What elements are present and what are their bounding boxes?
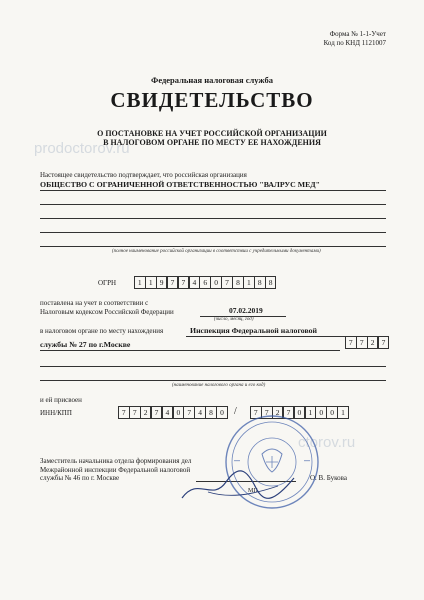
kpp-digit-cell: 1 <box>305 406 317 419</box>
registration-date: 07.02.2019 <box>229 306 263 315</box>
tax-office-label: в налоговом органе по месту нахождения <box>40 327 164 335</box>
kpp-digit-cell: 7 <box>283 406 295 419</box>
kpp-digit-cell: 7 <box>250 406 262 419</box>
org-name-caption: (полное наименование российской организации в соответствии с учредительными документами) <box>112 249 321 254</box>
ogrn-digit-cell: 7 <box>178 276 190 289</box>
inn-cells <box>118 406 227 419</box>
registered-text: поставлена на учет в соответствии с Налоговым кодексом Российской Федерации <box>40 299 174 316</box>
ogrn-digit-cell: 8 <box>265 276 277 289</box>
document-title: СВИДЕТЕЛЬСТВО <box>110 88 314 112</box>
handwritten-signature <box>178 468 298 508</box>
inn-digit-cell: 8 <box>205 406 217 419</box>
ogrn-digit-cell: 1 <box>243 276 255 289</box>
inn-digit-cell: 7 <box>118 406 130 419</box>
ogrn-digit-cell: 1 <box>145 276 157 289</box>
form-number: Форма № 1-1-Учет Код по КНД 1121007 <box>323 30 386 47</box>
ogrn-digit-cell: 7 <box>221 276 233 289</box>
kpp-digit-cell: 0 <box>326 406 338 419</box>
ogrn-digit-cell: 9 <box>156 276 168 289</box>
stamp-place-label: МП <box>248 488 258 494</box>
ogrn-digit-cell: 8 <box>254 276 266 289</box>
signer-name: О. В. Букова <box>310 474 347 482</box>
tax-office-code-digit-cell: 7 <box>378 336 390 349</box>
inn-digit-cell: 4 <box>194 406 206 419</box>
org-name-line-3 <box>40 218 386 219</box>
inn-digit-cell: 0 <box>173 406 185 419</box>
organization-name: ОБЩЕСТВО С ОГРАНИЧЕННОЙ ОТВЕТСТВЕННОСТЬЮ "ВАЛРУС МЕД" <box>40 180 320 189</box>
document-subtitle: О ПОСТАНОВКЕ НА УЧЕТ РОССИЙСКОЙ ОРГАНИЗАЦИИ В НАЛОГОВОМ ОРГАНЕ ПО МЕСТУ ЕЕ НАХОЖДЕНИЯ <box>97 129 327 147</box>
intro-text: Настоящее свидетельство подтверждает, что российская организация <box>40 171 247 179</box>
kpp-digit-cell: 0 <box>294 406 306 419</box>
watermark-right: ctorov.ru <box>298 434 356 451</box>
inn-digit-cell: 2 <box>140 406 152 419</box>
inn-digit-cell: 0 <box>216 406 228 419</box>
ogrn-digit-cell: 0 <box>210 276 222 289</box>
ogrn-digit-cell: 6 <box>199 276 211 289</box>
assigned-text: и ей присвоен <box>40 396 82 404</box>
tax-office-line-3 <box>40 366 386 367</box>
tax-office-name-1: Инспекция Федеральной налоговой <box>190 326 318 335</box>
org-name-line-5 <box>40 246 386 247</box>
tax-office-caption: (наименование налогового органа и его код) <box>172 383 266 388</box>
inn-kpp-slash: / <box>234 406 237 417</box>
ogrn-digit-cell: 1 <box>134 276 146 289</box>
ogrn-digit-cell: 7 <box>167 276 179 289</box>
ogrn-label: ОГРН <box>98 279 117 287</box>
org-name-line-1 <box>40 190 386 191</box>
inn-kpp-label: ИНН/КПП <box>40 409 72 417</box>
tax-office-name-2: службы № 27 по г.Москве <box>40 340 131 349</box>
ogrn-cells <box>134 276 276 289</box>
org-name-line-2 <box>40 204 386 205</box>
kpp-digit-cell: 7 <box>261 406 273 419</box>
date-caption: (число, месяц, год) <box>214 317 254 322</box>
kpp-digit-cell: 0 <box>315 406 327 419</box>
kpp-digit-cell: 2 <box>272 406 284 419</box>
signer-title: Заместитель начальника отдела формирования дел Межрайонной инспекции Федеральной налоговой службы № 46 по г. Москве <box>40 457 192 482</box>
tax-office-code-digit-cell: 2 <box>367 336 379 349</box>
tax-office-line-2 <box>40 350 340 351</box>
kpp-digit-cell: 1 <box>337 406 349 419</box>
inn-digit-cell: 7 <box>183 406 195 419</box>
tax-office-code-digit-cell: 7 <box>345 336 357 349</box>
inn-digit-cell: 7 <box>129 406 141 419</box>
tax-office-line-4 <box>40 380 386 381</box>
tax-office-code-digit-cell: 7 <box>356 336 368 349</box>
watermark-left: prodoctorov.ru <box>34 140 130 157</box>
issuing-authority: Федеральная налоговая служба <box>151 75 273 85</box>
inn-digit-cell: 4 <box>162 406 174 419</box>
ogrn-digit-cell: 8 <box>232 276 244 289</box>
org-name-line-4 <box>40 232 386 233</box>
tax-office-code-cells <box>345 336 389 349</box>
ogrn-digit-cell: 4 <box>189 276 201 289</box>
inn-digit-cell: 7 <box>151 406 163 419</box>
